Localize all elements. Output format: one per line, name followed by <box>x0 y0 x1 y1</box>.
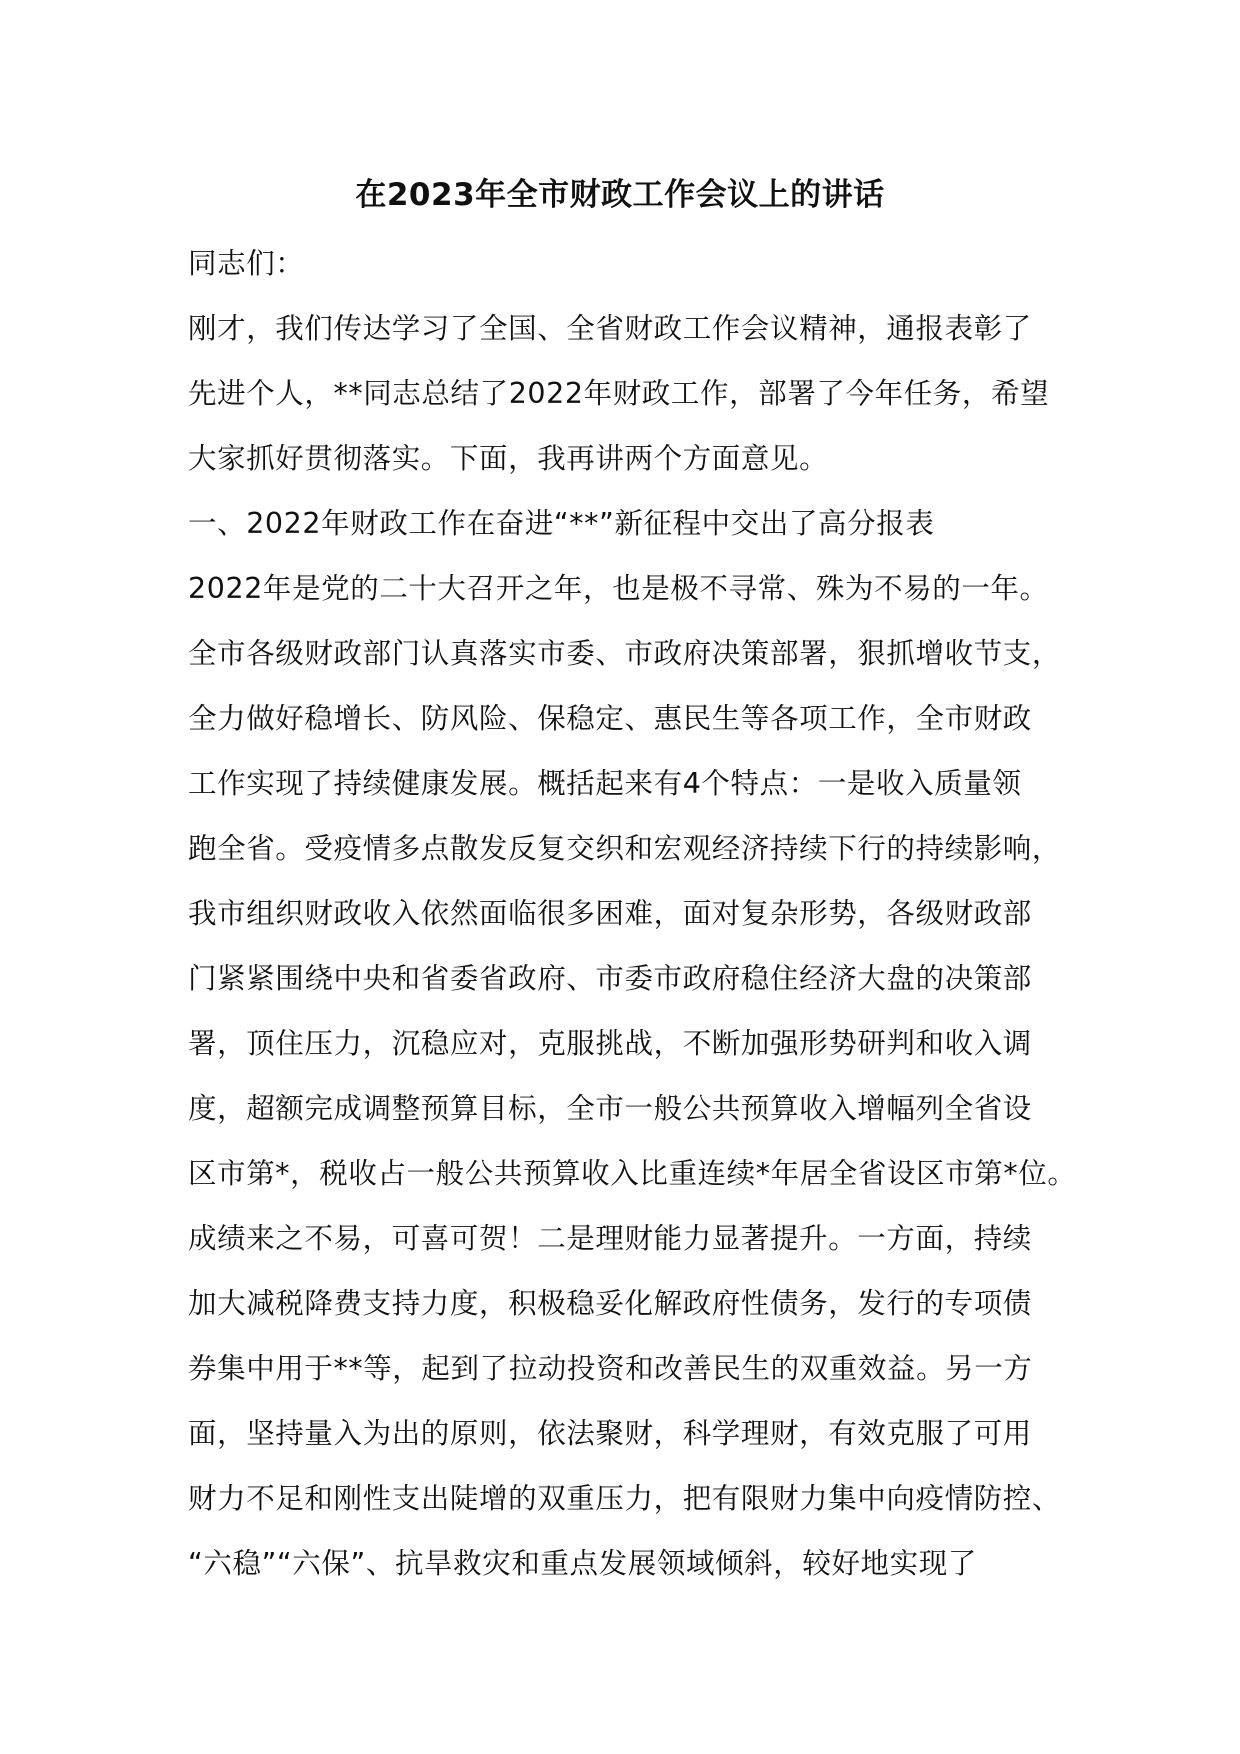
text-line: 跑全省。受疫情多点散发反复交织和宏观经济持续下行的持续影响， <box>188 832 1062 865</box>
text-line: 全力做好稳增长、防风险、保稳定、惠民生等各项工作，全市财政 <box>188 702 1032 735</box>
document-body <box>188 242 1088 1607</box>
text-line: 券集中用于**等，起到了拉动投资和改善民生的双重效益。另一方 <box>188 1352 1033 1385</box>
text-line: 工作实现了持续健康发展。概括起来有4个特点：一是收入质量领 <box>188 767 1022 800</box>
document-title: 在2023年全市财政工作会议上的讲话 <box>355 177 885 213</box>
text-line: 全市各级财政部门认真落实市委、市政府决策部署，狠抓增收节支， <box>188 637 1062 670</box>
text-line: 财力不足和刚性支出陡增的双重压力，把有限财力集中向疫情防控、 <box>188 1482 1062 1515</box>
text-line: 2022年是党的二十大召开之年，也是极不寻常、殊为不易的一年。 <box>188 572 1049 605</box>
text-line: 门紧紧围绕中央和省委省政府、市委市政府稳住经济大盘的决策部 <box>188 962 1032 995</box>
text-line: 度，超额完成调整预算目标，全市一般公共预算收入增幅列全省设 <box>188 1092 1032 1125</box>
text-line: 同志们： <box>188 247 305 280</box>
text-line: 成绩来之不易，可喜可贺！二是理财能力显著提升。一方面，持续 <box>188 1222 1032 1255</box>
text-line: 面，坚持量入为出的原则，依法聚财，科学理财，有效克服了可用 <box>188 1417 1032 1450</box>
text-line: 刚才，我们传达学习了全国、全省财政工作会议精神，通报表彰了 <box>188 312 1032 345</box>
text-line: 加大减税降费支持力度，积极稳妥化解政府性债务，发行的专项债 <box>188 1287 1032 1320</box>
text-line: 大家抓好贯彻落实。下面，我再讲两个方面意见。 <box>188 442 829 475</box>
text-line: 署，顶住压力，沉稳应对，克服挑战，不断加强形势研判和收入调 <box>188 1027 1032 1060</box>
text-line: “六稳”“六保”、抗旱救灾和重点发展领域倾斜，较好地实现了 <box>188 1547 977 1580</box>
text-line: 先进个人，**同志总结了2022年财政工作，部署了今年任务，希望 <box>188 377 1050 410</box>
text-line: 我市组织财政收入依然面临很多困难，面对复杂形势，各级财政部 <box>188 897 1032 930</box>
text-line: 区市第*，税收占一般公共预算收入比重连续*年居全省设区市第*位。 <box>188 1157 1077 1190</box>
section-heading: 一、2022年财政工作在奋进“**”新征程中交出了高分报表 <box>188 507 935 540</box>
